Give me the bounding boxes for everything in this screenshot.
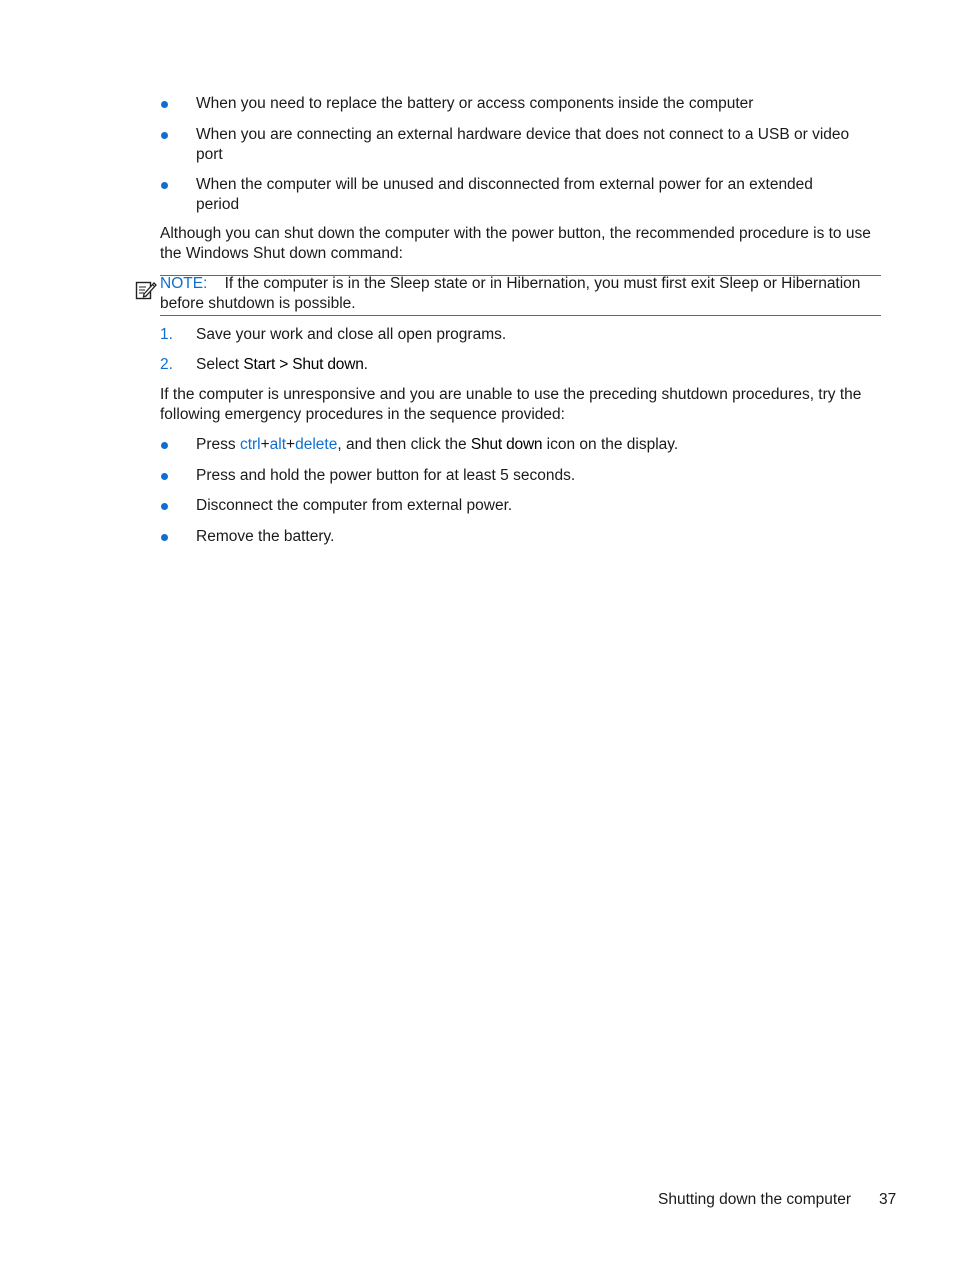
key-alt: alt xyxy=(269,436,287,453)
plus-sign: + xyxy=(260,436,270,453)
step-text xyxy=(196,355,886,375)
bullet-item: When you need to replace the battery or access components inside the computer xyxy=(196,95,754,112)
step-text: Save your work and close all open programs. xyxy=(196,326,507,343)
note-text xyxy=(160,274,880,314)
bullet-item: When you are connecting an external hardware device that does not connect to a USB or video port xyxy=(196,126,850,163)
step-prefix: Select xyxy=(196,356,244,373)
key-delete: delete xyxy=(295,436,338,453)
paragraph: If the computer is unresponsive and you are unable to use the preceding shutdown procedures, try the following emergency procedures in the sequence provided: xyxy=(160,386,862,423)
bullet-item: Disconnect the computer from external power. xyxy=(196,497,513,514)
bullet-dot xyxy=(161,442,168,449)
step-number: 1. xyxy=(160,326,173,343)
bullet-dot xyxy=(161,534,168,541)
text-run: , and then click the xyxy=(337,436,471,453)
bullet-item: When the computer will be unused and disconnected from external power for an extended period xyxy=(196,176,813,213)
plus-sign: + xyxy=(286,436,296,453)
note-body: If the computer is in the Sleep state or in Hibernation, you must first exit Sleep or Hibernation before shutdown is possible. xyxy=(160,275,861,312)
bullet-item: Remove the battery. xyxy=(196,528,335,545)
note-bottom-rule xyxy=(160,315,881,316)
ui-command: Start > Shut down xyxy=(243,356,364,373)
footer-title: Shutting down the computer xyxy=(658,1191,852,1208)
bullet-dot xyxy=(161,132,168,139)
text-run: icon on the display. xyxy=(542,436,679,453)
note-label: NOTE: xyxy=(160,275,208,292)
step-suffix: . xyxy=(363,356,368,373)
note-pencil-icon xyxy=(135,279,157,301)
page-number: 37 xyxy=(879,1191,897,1208)
text-run: Press xyxy=(196,436,240,453)
bullet-dot xyxy=(161,182,168,189)
bullet-dot xyxy=(161,473,168,480)
bullet-item: Press and hold the power button for at least 5 seconds. xyxy=(196,467,576,484)
bullet-dot xyxy=(161,101,168,108)
paragraph: Although you can shut down the computer with the power button, the recommended procedure is to use the Windows Shut down command: xyxy=(160,225,871,262)
key-ctrl: ctrl xyxy=(239,436,261,453)
ui-command: Shut down xyxy=(470,436,543,453)
bullet-dot xyxy=(161,503,168,510)
step-number: 2. xyxy=(160,356,173,373)
bullet-item xyxy=(196,435,886,455)
